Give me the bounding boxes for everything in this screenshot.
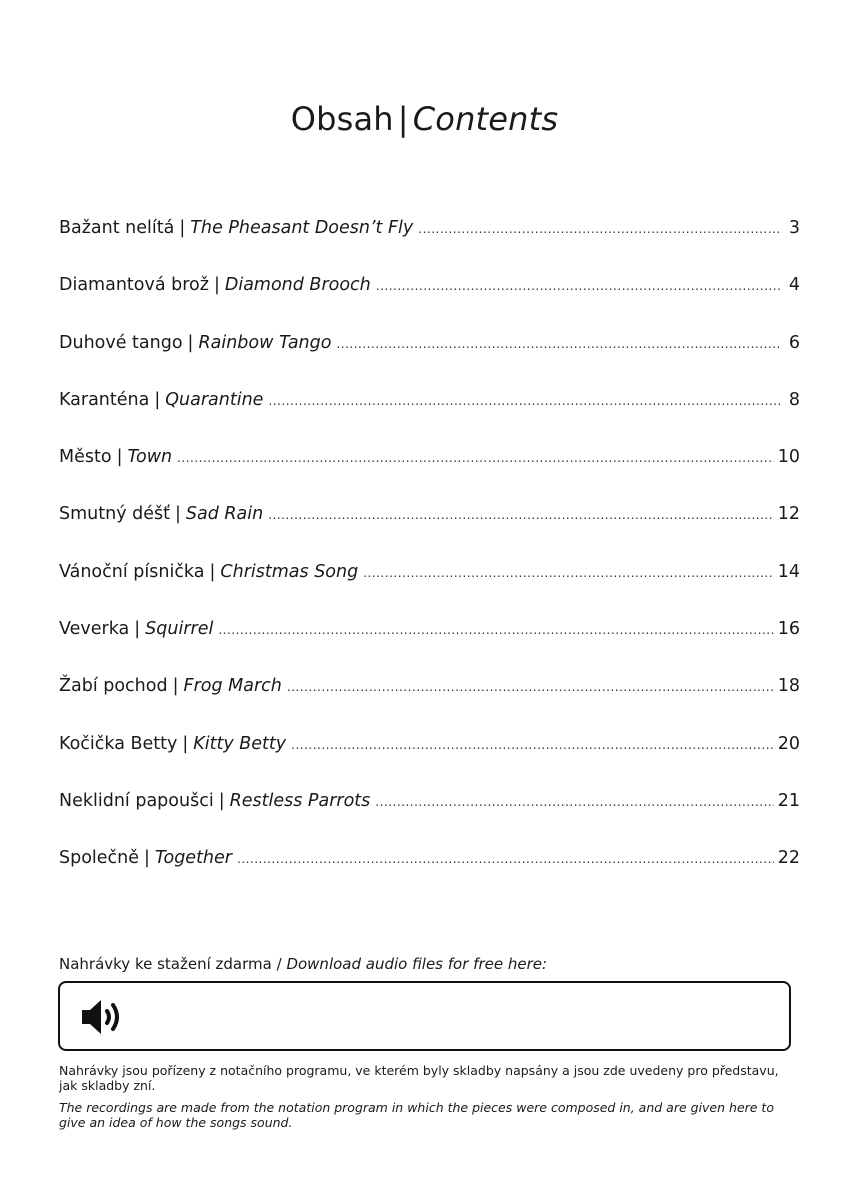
dot-leader [268,508,773,522]
toc-entry[interactable] [59,734,800,791]
toc-page-number: 4 [788,275,800,296]
toc-title-czech: Veverka [59,619,130,640]
toc-separator: | [218,790,225,811]
toc-page-number: 20 [777,733,800,754]
toc-title-czech: Žabí pochod [59,676,168,697]
toc-page-number: 21 [777,790,800,811]
toc-entry[interactable] [59,848,800,905]
toc-title-english: Quarantine [165,389,264,410]
toc-separator: | [172,676,179,697]
toc-title-czech: Karanténa [59,389,150,410]
recording-note-english: The recordings are made from the notation program in which the pieces were composed in, and are given here to give an idea of how the songs sound. [59,1100,774,1130]
dot-leader [336,337,782,351]
dot-leader [418,222,782,236]
toc-separator: | [179,218,186,238]
dot-leader [237,852,774,866]
toc-page-number: 22 [777,848,800,869]
dot-leader [376,279,782,293]
toc-entry[interactable] [59,504,800,561]
toc-title-czech: Kočička Betty [59,733,178,754]
toc-page-number: 3 [788,218,800,238]
toc-title-english: Together [154,848,232,869]
toc-separator: | [134,619,141,640]
title-english: Contents [412,100,559,138]
toc-title-english: Frog March [183,676,282,697]
toc-title-english: Christmas Song [220,561,359,582]
title-separator: | [397,100,409,138]
download-label-english: Download audio files for free here: [286,955,548,973]
toc-title-czech: Diamantová brož [59,275,209,296]
download-label [59,955,547,973]
toc-entry[interactable] [59,275,800,332]
toc-separator: | [209,561,216,582]
toc-title-english: Town [127,447,173,468]
toc-entry[interactable] [59,562,800,619]
toc-page-number: 14 [777,561,800,582]
toc-page-number: 12 [777,504,800,525]
dot-leader [291,738,774,752]
toc-separator: | [174,504,181,525]
title-czech: Obsah [290,100,394,138]
toc-title-english: Kitty Betty [193,733,287,754]
toc-entry[interactable] [59,390,800,447]
toc-title-czech: Duhové tango [59,332,183,353]
toc-page-number: 8 [788,389,800,410]
toc-title-english: Rainbow Tango [198,332,332,353]
dot-leader [177,451,774,465]
toc-separator: | [182,733,189,754]
toc-entry[interactable] [59,676,800,733]
dot-leader [375,795,773,809]
toc-title-english: Sad Rain [185,504,264,525]
toc-separator: | [213,275,220,296]
table-of-contents [59,218,800,906]
toc-title-english: The Pheasant Doesn’t Fly [190,218,414,238]
download-label-czech: Nahrávky ke stažení zdarma / [59,955,282,973]
toc-title-english: Squirrel [145,619,214,640]
toc-title-czech: Město [59,447,112,468]
download-audio-box[interactable] [58,981,791,1051]
dot-leader [218,623,773,637]
toc-entry[interactable] [59,333,800,390]
toc-separator: | [187,332,194,353]
toc-page-number: 6 [788,332,800,353]
toc-title-czech: Vánoční písnička [59,561,205,582]
toc-page-number: 18 [777,676,800,697]
toc-separator: | [144,848,150,869]
toc-entry[interactable] [59,218,800,275]
toc-title-czech: Bažant nelítá [59,218,175,238]
page-title [0,100,849,138]
toc-entry[interactable] [59,791,800,848]
toc-title-english: Diamond Brooch [224,275,371,296]
toc-title-czech: Smutný déšť [59,504,170,525]
toc-title-czech: Neklidní papoušci [59,790,214,811]
toc-separator: | [116,447,123,468]
dot-leader [287,680,774,694]
toc-entry[interactable] [59,619,800,676]
recording-note-czech: Nahrávky jsou pořízeny z notačního programu, ve kterém byly skladby napsány a jsou zde uvedeny pro představu, jak skladby zní. [59,1063,779,1093]
dot-leader [363,566,774,580]
dot-leader [268,394,782,408]
toc-page-number: 10 [777,447,800,468]
speaker-icon[interactable] [80,997,128,1037]
toc-separator: | [154,389,161,410]
toc-entry[interactable] [59,447,800,504]
toc-page-number: 16 [777,619,800,640]
toc-title-czech: Společně [59,848,140,869]
toc-title-english: Restless Parrots [229,790,371,811]
